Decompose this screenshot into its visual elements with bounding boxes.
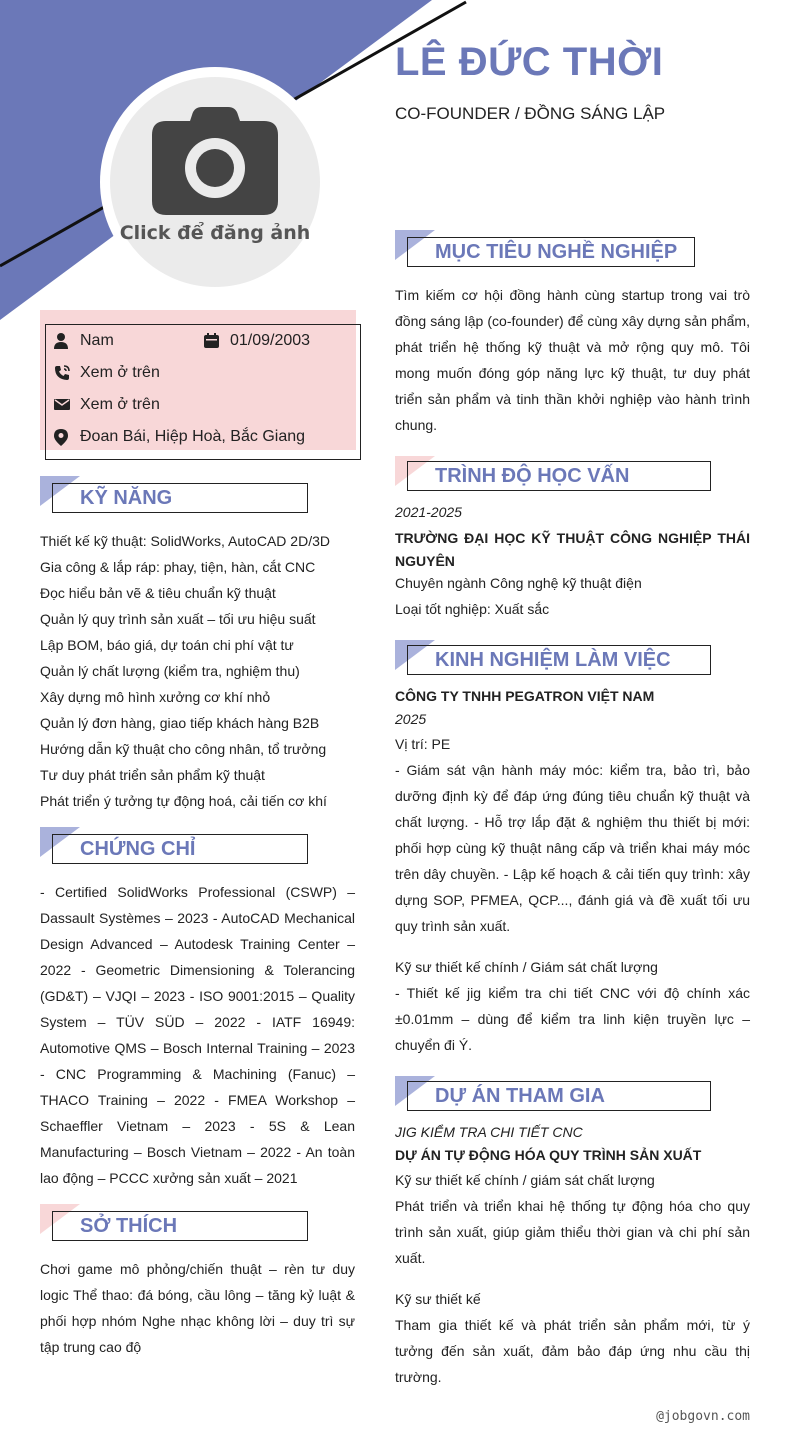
objective-text: Tìm kiếm cơ hội đồng hành cùng startup trong vai trò đồng sáng lập (co-founder) để cùng xây dựng sản phẩm, phát triển hệ thống kỹ thuật và mở rộng quy mô. Tôi mong muốn đóng góp năng lực kỹ thuật, tư duy phát triển sản phẩm và tinh thần khởi nghiệp vào hành trình chung.	[395, 287, 750, 433]
education-grade: Loại tốt nghiệp: Xuất sắc	[395, 601, 550, 617]
location-pin-icon	[54, 429, 68, 446]
skill-item: Đọc hiểu bản vẽ & tiêu chuẩn kỹ thuật	[40, 585, 276, 601]
info-email-value: Xem ở trên	[80, 396, 160, 413]
education-title: TRÌNH ĐỘ HỌC VẤN	[435, 465, 630, 487]
skills-list	[40, 528, 330, 814]
skill-item: Lập BOM, báo giá, dự toán chi phí vật tư	[40, 637, 294, 653]
info-email	[54, 393, 344, 417]
education-school: TRƯỜNG ĐẠI HỌC KỸ THUẬT CÔNG NGHIỆP THÁI NGUYÊN	[395, 530, 750, 569]
skill-item: Quản lý quy trình sản xuất – tối ưu hiệu suất	[40, 611, 316, 627]
experience-company: CÔNG TY TNHH PEGATRON VIỆT NAM	[395, 688, 655, 704]
project-name: DỰ ÁN TỰ ĐỘNG HÓA QUY TRÌNH SẢN XUẤT	[395, 1147, 702, 1163]
project-role: Kỹ sư thiết kế	[395, 1291, 481, 1307]
experience-desc2: - Thiết kế jig kiểm tra chi tiết CNC với độ chính xác ±0.01mm – dùng để kiểm tra linh kiện truyền lực – chuyển đi Ý.	[395, 985, 750, 1053]
phone-icon	[54, 365, 70, 381]
mail-icon	[54, 397, 70, 411]
projects-title: DỰ ÁN THAM GIA	[435, 1085, 605, 1107]
info-gender	[54, 329, 204, 353]
hobbies-text: Chơi game mô phỏng/chiến thuật – rèn tư duy logic Thể thao: đá bóng, cầu lông – tăng kỷ luật & phối hợp nhóm Nghe nhạc không lời – duy trì sự tập trung cao độ	[40, 1261, 355, 1355]
skills-title: KỸ NĂNG	[80, 487, 173, 509]
info-address-value: Đoan Bái, Hiệp Hoà, Bắc Giang	[80, 428, 306, 445]
footer-brand: @jobgovn.com	[656, 1409, 750, 1424]
skill-item: Tư duy phát triển sản phẩm kỹ thuật	[40, 767, 265, 783]
calendar-icon	[204, 333, 219, 348]
experience-position: Vị trí: PE	[395, 736, 451, 752]
skill-item: Hướng dẫn kỹ thuật cho công nhân, tổ trưởng	[40, 741, 327, 757]
skill-item: Thiết kế kỹ thuật: SolidWorks, AutoCAD 2D/3D	[40, 533, 330, 549]
objective-title: MỤC TIÊU NGHỀ NGHIỆP	[435, 241, 678, 263]
skill-item: Xây dựng mô hình xưởng cơ khí nhỏ	[40, 689, 271, 705]
info-dob-value: 01/09/2003	[230, 332, 311, 349]
skill-item: Gia công & lắp ráp: phay, tiện, hàn, cắt CNC	[40, 559, 316, 575]
experience-title: KINH NGHIỆM LÀM VIỆC	[435, 649, 671, 671]
experience-year: 2025	[395, 711, 427, 727]
photo-frame	[100, 67, 330, 297]
hobbies-title: SỞ THÍCH	[80, 1215, 178, 1237]
certs-title: CHỨNG CHỈ	[80, 838, 196, 860]
candidate-name: LÊ ĐỨC THỜI	[395, 40, 664, 84]
info-dob	[204, 329, 354, 353]
project-desc: Phát triển và triển khai hệ thống tự động hóa cho quy trình sản xuất, giúp giảm thiểu thời gian và chi phí sản xuất.	[395, 1198, 750, 1266]
info-gender-value: Nam	[80, 332, 114, 349]
info-phone	[54, 361, 344, 385]
photo-upload[interactable]	[110, 77, 320, 287]
skill-item: Phát triển ý tưởng tự động hoá, cải tiến cơ khí	[40, 793, 327, 809]
project-name: JIG KIỂM TRA CHI TIẾT CNC	[395, 1124, 583, 1140]
skill-item: Quản lý chất lượng (kiểm tra, nghiệm thu)	[40, 663, 300, 679]
camera-icon	[152, 107, 278, 215]
info-phone-value: Xem ở trên	[80, 364, 160, 381]
experience-role2: Kỹ sư thiết kế chính / Giám sát chất lượng	[395, 959, 658, 975]
education-major: Chuyên ngành Công nghệ kỹ thuật điện	[395, 575, 642, 591]
certs-text: - Certified SolidWorks Professional (CSWP) – Dassault Systèmes – 2023 - AutoCAD Mechanical Design Advanced – Autodesk Training Center – 2022 - Geometric Dimensioning & Tolerancing (GD&T) – VJQI – 2023 - ISO 9001:2015 – Quality System – TÜV SÜD – 2022 - IATF 16949: Automotive QMS – Bosch Internal Training – 2023 - CNC Programming & Machining (Fanuc) – THACO Training – 2022 - FMEA Workshop – Schaeffler Vietnam – 2023 - 5S & Lean Manufacturing – Bosch Vietnam – 2022 - An toàn lao động – PCCC xưởng sản xuất – 2021	[40, 884, 355, 1186]
user-icon	[54, 333, 68, 349]
candidate-role: CO-FOUNDER / ĐỒNG SÁNG LẬP	[395, 104, 666, 123]
photo-upload-label: Click để đăng ảnh	[119, 222, 311, 244]
info-address	[54, 425, 354, 449]
skill-item: Quản lý đơn hàng, giao tiếp khách hàng B2B	[40, 715, 320, 731]
experience-desc: - Giám sát vận hành máy móc: kiểm tra, bảo trì, bảo dưỡng định kỳ để đáp ứng đúng tiêu chuẩn kỹ thuật và chất lượng. - Hỗ trợ lắp đặt & nghiệm thu thiết bị mới: phối hợp cùng kỹ thuật nâng cấp và triển khai máy móc trên dây chuyền. - Lập kế hoạch & cải tiến quy trình: xây dựng SOP, PFMEA, QCP..., đánh giá và đề xuất tối ưu quy trình sản xuất.	[395, 762, 750, 934]
project-desc: Tham gia thiết kế và phát triển sản phẩm mới, từ ý tưởng đến sản xuất, đảm bảo đáp ứng nhu cầu thị trường.	[395, 1317, 750, 1385]
education-period: 2021-2025	[395, 504, 462, 520]
project-role: Kỹ sư thiết kế chính / giám sát chất lượng	[395, 1172, 655, 1188]
